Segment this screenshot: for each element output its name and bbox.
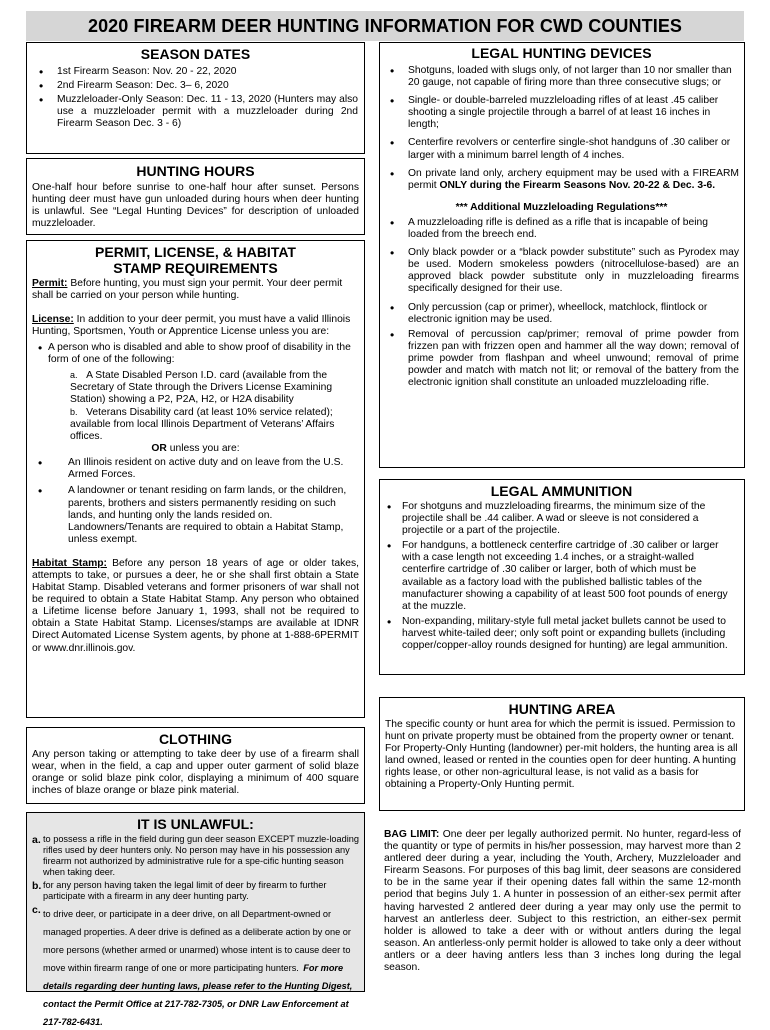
permit-text: Before hunting, you must sign your permit. Your deer permit shall be carried on your person while hunting. [32,278,343,302]
device-item: • Single- or double-barreled muzzleloading rifles of at least .45 caliber shooting a single projectile through a barrel of at least 16 inches in length; [384,95,739,131]
bag-limit-label: BAG LIMIT: [384,829,440,840]
ammo-box [379,479,745,675]
ammo-item: • Non-expanding, military-style full metal jacket bullets cannot be used to harvest white-tailed deer; only soft point or expanding bullets (including copper/copper-alloy rounds designed for hunting) are legal ammunition. [384,616,739,652]
muzzle-item: • Only black powder or a “black powder substitute” such as Pyrodex may be used. Modern smokeless powders (nitrocellulose-based) are an approved black powder substitute only in muzzleloading firearms specifically designed for their use. [384,247,739,295]
unlawful-box [26,812,365,1027]
habitat-text: Before any person 18 years of age or older takes, attempts to take, or pursues a deer, he or she shall first obtain a State Habitat Stamp. Disabled veterans and former prisoners of war shall not be required to obtain a State Habitat Stamp. Any person who obtained a Lifetime license before January 1, 1993, shall not be required to obtain a State Habitat Stamp. Licenses/stamps are available at IDNR Direct Automated License System agents, by phone at 1-888-6PERMIT or www.dnr.illinois.gov. [32,557,359,654]
ammo-list [384,501,739,652]
ammo-item: • For shotguns and muzzleloading firearms, the minimum size of the projectile shall be .44 caliber. A wad or sleeve is not considered a projectile or a part of the projectile. [384,501,739,537]
clothing-heading: CLOTHING [158,731,233,747]
clothing-box [26,727,365,804]
unlawful-a-label: a. [32,834,41,846]
devices-list [384,65,739,192]
exemption-item [32,342,359,366]
muzzle-item: • A muzzleloading rifle is defined as a rifle that is incapable of being loaded from the breech end. [384,217,739,241]
bag-limit-section [384,829,741,974]
exemption-list [32,342,359,366]
unlawful-a-text: to possess a rifle in the field during gun deer season EXCEPT muzzle-loading rifles used by deer hunters only. No person may have in his possession any firearm not authorized by administrative rule for a spe-cific hunting season when taking deer. [43,834,359,877]
license-paragraph [32,314,359,338]
exemption-item: • An Illinois resident on active duty and on leave from the U.S. Armed Forces. [32,457,359,481]
hunting-hours-box [26,158,365,235]
devices-heading: LEGAL HUNTING DEVICES [471,45,652,61]
sub-a-text: A State Disabled Person I.D. card (available from the Secretary of State through the Drivers License Examining Station) showing a P2, P2A, H2, or H2A disability [70,369,333,405]
muzzle-item: • Removal of percussion cap/primer; removal of prime powder from frizzen pan with frizzen open and hammer all the way down; removal of prime powder from flashpan and wheel unwound; removal of prime powder and match with match not lit; or removal of the battery from the electronic ignition shall constitute an unloaded muzzleloading rifle. [384,329,739,389]
unlawful-heading: IT IS UNLAWFUL: [137,816,254,832]
unlawful-item [32,834,359,878]
season-item: • 2nd Firearm Season: Dec. 3– 6, 2020 [33,80,358,92]
license-label: License: [32,314,74,326]
license-text: In addition to your deer permit, you must have a valid Illinois Hunting, Sportsmen, Youth or Apprentice License unless you are: [32,314,351,338]
sub-item-a [32,369,359,406]
bag-limit-text [384,829,741,974]
clothing-text: Any person taking or attempting to take deer by use of a firearm shall wear, when in the field, a cap and upper outer garment of solid blaze orange or solid blaze pink color, displaying a minimum of 400 square inches of blaze orange or blaze pink material. [32,749,359,797]
permit-heading: PERMIT, LICENSE, & HABITAT STAMP REQUIREMENTS [95,244,296,276]
exemption-item: • A landowner or tenant residing on farm lands, or the children, parents, brothers and sisters permanently residing on such lands, and hunting only the lands resided on. Landowners/Tenants are required to obtain a Habitat Stamp, unless exempt. [32,485,359,545]
hunting-hours-text: One-half hour before sunrise to one-half hour after sunset. Persons hunting deer must have gun unloaded during hours when deer hunting is unlawful. See “Legal Hunting Devices” for description of unloaded muzzleloader. [32,182,359,230]
private-land-bold: ONLY during the Firearm Seasons Nov. 20-22 & Dec. 3-6. [439,179,716,191]
device-item [384,168,739,192]
ammo-item: • For handguns, a bottleneck centerfire cartridge of .30 caliber or larger with a case length not exceeding 1.4 inches, or a straight-walled centerfire cartridge of .30 caliber or larger, both of which must be available as a factory load with the published ballistic tables of the manufacturer showing a capability of at least 500 foot pounds of energy at the muzzle. [384,540,739,613]
bag-limit-body: One deer per legally authorized permit. No hunter, regard-less of the quantity or type of permits in his/her possession, may harvest more than 2 antlered deer during a year, including the Youth, Archery, Muzzleloader and Firearm Seasons. For purposes of this bag limit, deer seasons are considered to be in the same year if their opening dates fall within the same 12-month period that begins July 1. A hunter in possession of an either-sex permit after having harvested 2 antlered deer during a year may only use the permit to harvest an antlerless deer. Subject to this restriction, an either-sex permit holder is allowed to take a deer with or without antlers during the legal season. An antlerless-only permit holder is allowed to take only a deer without antlers or a deer having antlers less than 3 inches long during the legal season. [384,829,741,974]
habitat-label: Habitat Stamp: [32,557,107,569]
sub-item-b [32,406,359,443]
exemption-list-2 [32,457,359,546]
or-rest: unless you are: [169,443,240,455]
muzzle-heading: *** Additional Muzzleloading Regulations*** [455,201,668,213]
permit-label: Permit: [32,278,68,289]
season-item: • Muzzleloader-Only Season: Dec. 11 - 13, 2020 (Hunters may also use a muzzleloader permit with a muzzleloader during 2nd Firearm Season Dec. 3 - 6) [33,94,358,130]
sub-b-label: b. [70,406,78,417]
hunting-area-heading: HUNTING AREA [508,701,616,717]
unlawful-b-text: for any person having taken the legal limit of deer by firearm to further participate with a firearm in any deer hunting party. [43,880,327,901]
unlawful-c-label: c. [32,904,41,916]
device-item: • Centerfire revolvers or centerfire single-shot handguns of .30 caliber or larger with a minimum barrel length of 4 inches. [384,137,739,161]
unlawful-item [32,904,359,1030]
ammo-heading: LEGAL AMMUNITION [490,483,633,499]
unlawful-note: For more details regarding deer hunting laws, please refer to the Hunting Digest, contact the Permit Office at 217-782-7305, or DNR Law Enforcement at 217-782-6431. [43,963,353,1027]
or-label: OR [151,443,167,455]
page-title: 2020 FIREARM DEER HUNTING INFORMATION FOR CWD COUNTIES [26,11,744,41]
hunting-area-box [379,697,745,811]
hunting-hours-heading: HUNTING HOURS [136,163,255,179]
exemption-disabled-text: A person who is disabled and able to show proof of disability in the form of one of the following: [48,342,351,366]
unlawful-c-text: to drive deer, or participate in a deer drive, on all Department-owned or managed properties. A deer drive is defined as a deliberate action by one or more persons (whether armed or unarmed) whose intent is to cause deer to move within firearm range of one or more participating hunters. [43,909,351,973]
or-line [32,443,359,455]
private-land-text: On private land only, archery equipment may be used with a FIREARM permit [408,167,739,191]
unlawful-b-label: b. [32,880,42,892]
habitat-paragraph [32,558,359,655]
muzzle-list [384,217,739,389]
season-list [33,66,358,130]
sub-a-label: a. [70,369,78,380]
season-item: • 1st Firearm Season: Nov. 20 - 22, 2020 [33,66,358,78]
sub-b-text: Veterans Disability card (at least 10% service related); available from local Illinois Department of Veterans’ Affairs offices. [70,406,335,443]
muzzle-item: • Only percussion (cap or primer), wheellock, matchlock, flintlock or electronic ignition may be used. [384,302,739,326]
permit-paragraph [32,278,359,302]
season-dates-heading: SEASON DATES [140,46,251,62]
hunting-area-text: The specific county or hunt area for which the permit is issued. Permission to hunt on private property must be obtained from the property owner or tenant. For Property-Only Hunting (landowner) per-mit holders, the hunting area is all land owned, leased or rented in the counties open for deer hunting. A hunting rights lease, or other non-agricultural lease, is not valid as a basis for obtaining a Property-Only Hunting permit. [385,719,738,791]
unlawful-item [32,880,359,902]
permit-box [26,240,365,718]
device-item: • Shotguns, loaded with slugs only, of not larger than 10 nor smaller than 20 gauge, not capable of firing more than three consecutive slugs; or [384,65,739,89]
season-dates-box [26,42,365,154]
devices-box [379,42,745,468]
